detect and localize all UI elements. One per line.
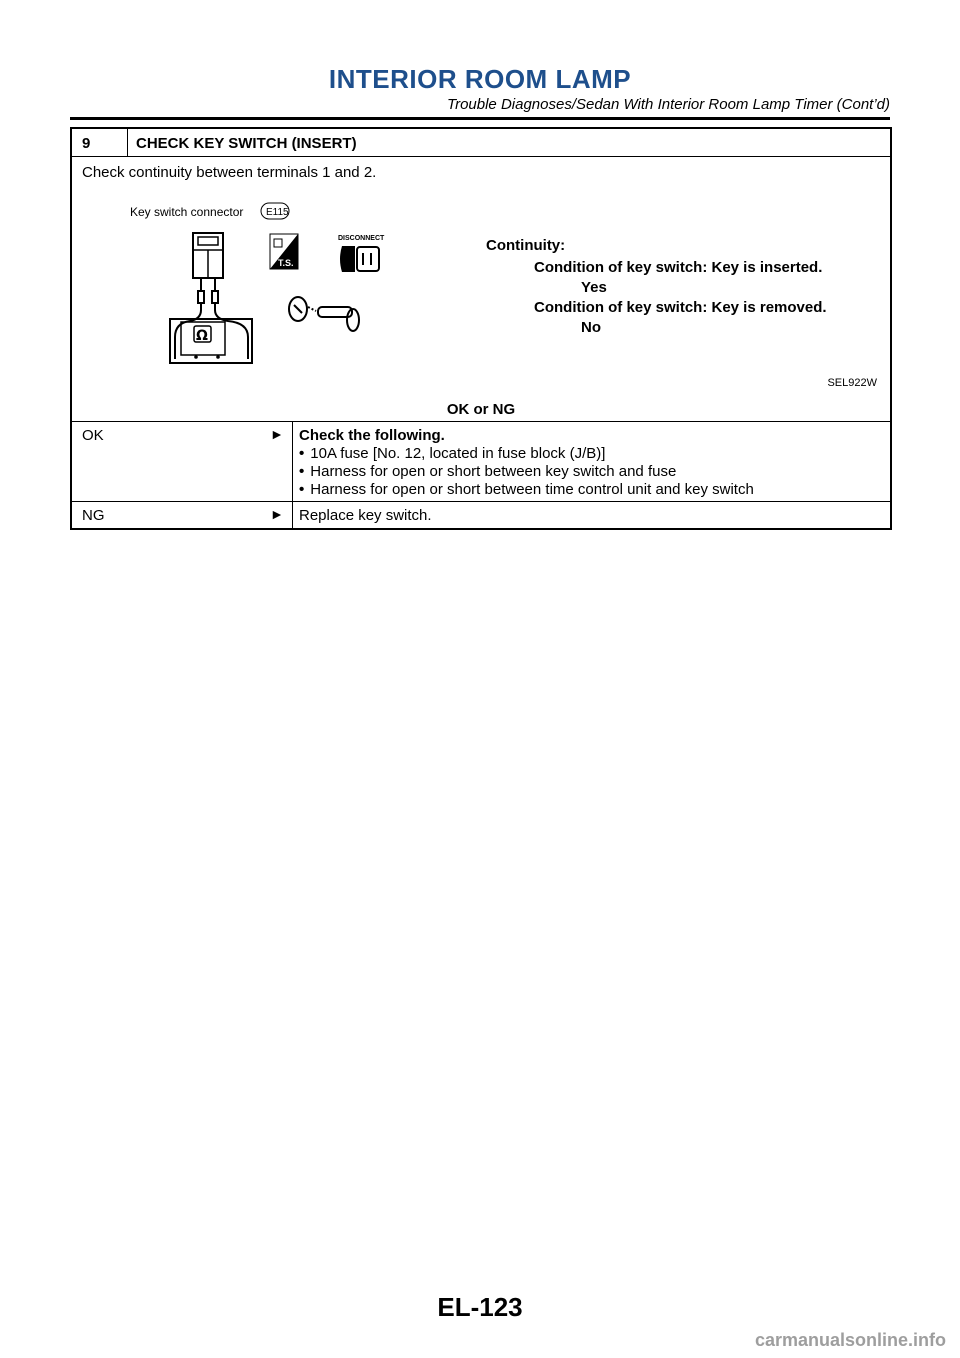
section-title: INTERIOR ROOM LAMP bbox=[328, 64, 632, 94]
connector-label: Key switch connector bbox=[130, 205, 244, 219]
connector-icon bbox=[193, 233, 223, 278]
bullet-icon: • bbox=[299, 445, 305, 462]
watermark: carmanualsonline.info bbox=[754, 1330, 946, 1350]
ng-label: NG bbox=[82, 507, 105, 524]
ng-arrow-icon: ► bbox=[270, 506, 284, 522]
result-no: No bbox=[581, 319, 601, 336]
ts-badge-icon bbox=[270, 234, 298, 269]
continuity-check-figure bbox=[72, 129, 890, 399]
section-subtitle: Trouble Diagnoses/Sedan With Interior Room Lamp Timer (Cont’d) bbox=[447, 96, 890, 113]
figure-code: SEL922W bbox=[827, 377, 877, 389]
ok-check-item bbox=[299, 481, 754, 498]
result-column-divider bbox=[292, 421, 293, 528]
ok-action: Check the following. bbox=[299, 427, 445, 444]
ok-row-divider bbox=[72, 501, 890, 502]
diagnostic-step-box bbox=[70, 127, 892, 530]
page-number: EL-123 bbox=[437, 1292, 523, 1322]
ok-check-item-text: 10A fuse [No. 12, located in fuse block (J/B)] bbox=[310, 445, 606, 462]
bullet-icon: • bbox=[299, 463, 305, 480]
ok-label: OK bbox=[82, 427, 104, 444]
step-number: 9 bbox=[82, 135, 91, 152]
ohmmeter-icon bbox=[170, 319, 252, 363]
header-divider bbox=[70, 117, 890, 120]
key-icon bbox=[289, 297, 359, 331]
result-yes: Yes bbox=[581, 279, 607, 296]
condition-inserted: Condition of key switch: Key is inserted. bbox=[534, 259, 823, 276]
bullet-icon: • bbox=[299, 481, 305, 498]
connector-id: E115 bbox=[266, 207, 289, 218]
disconnect-connector-icon bbox=[340, 246, 379, 272]
ts-label: T.S. bbox=[278, 258, 294, 268]
ok-arrow-icon: ► bbox=[270, 426, 284, 442]
ok-check-item bbox=[299, 463, 676, 480]
question-divider bbox=[72, 421, 890, 422]
ok-check-item-text: Harness for open or short between key switch and fuse bbox=[310, 463, 677, 480]
ok-check-item bbox=[299, 445, 605, 462]
ok-or-ng-question: OK or NG bbox=[446, 401, 516, 418]
condition-removed: Condition of key switch: Key is removed. bbox=[534, 299, 827, 316]
continuity-title: Continuity: bbox=[486, 237, 566, 254]
ok-check-item-text: Harness for open or short between time control unit and key switch bbox=[310, 481, 754, 498]
step-title: CHECK KEY SWITCH (INSERT) bbox=[136, 135, 357, 152]
disconnect-label: DISCONNECT bbox=[338, 235, 385, 242]
ng-action: Replace key switch. bbox=[299, 507, 432, 524]
step-instruction: Check continuity between terminals 1 and 2. bbox=[82, 164, 377, 181]
ohm-symbol: Ω bbox=[196, 328, 208, 344]
